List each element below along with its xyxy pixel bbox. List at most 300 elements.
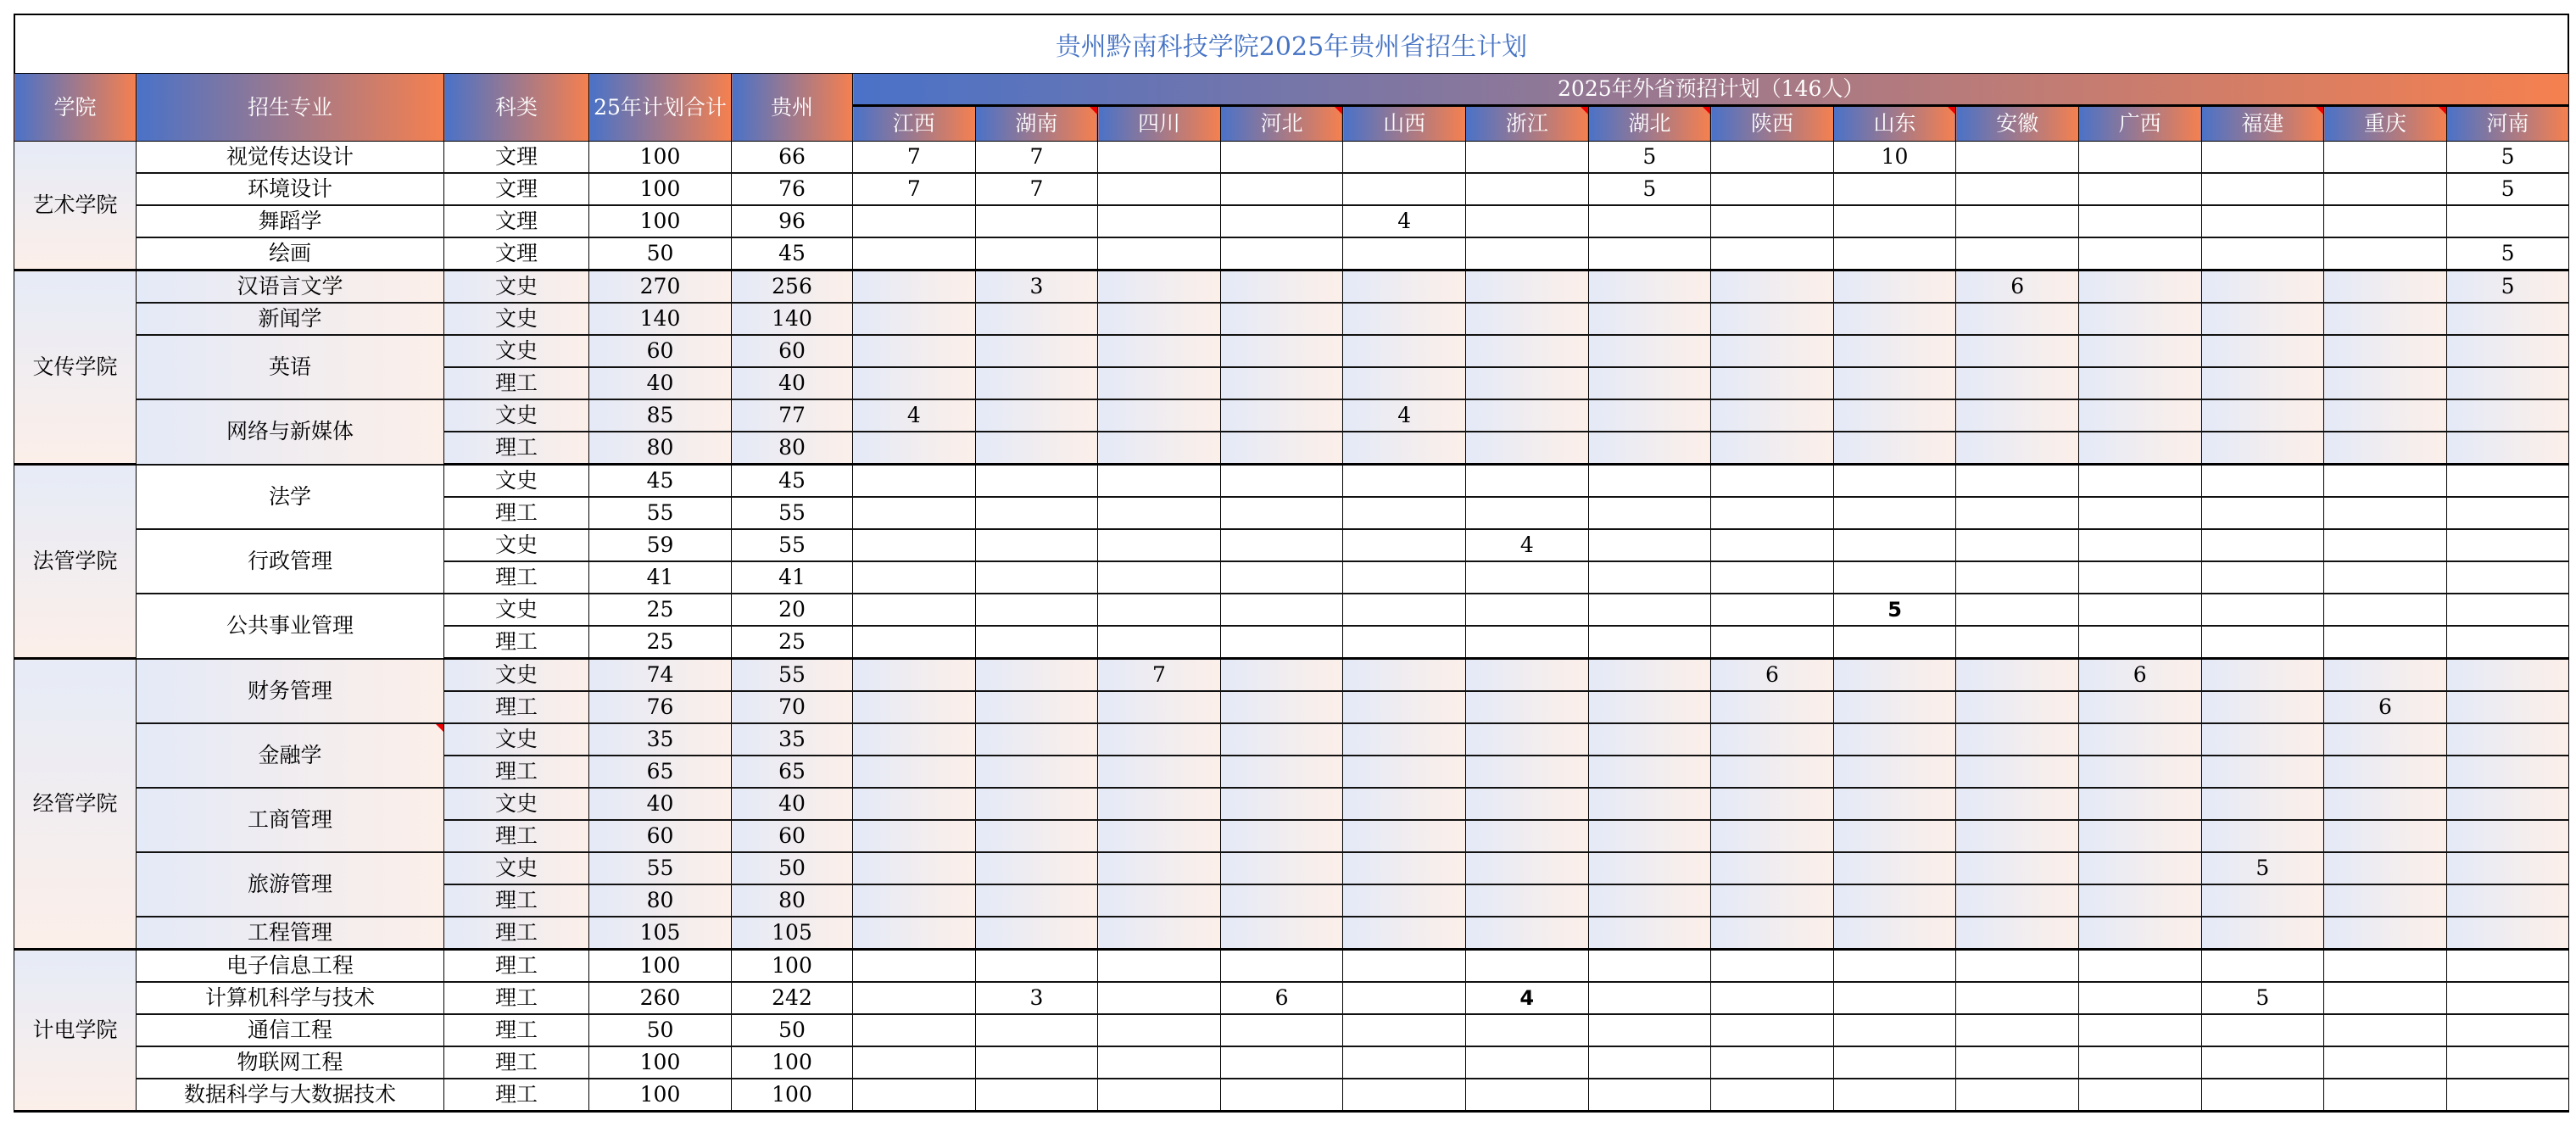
- province-quota-cell[interactable]: [1098, 561, 1221, 594]
- province-quota-cell[interactable]: [1465, 367, 1588, 399]
- province-quota-cell[interactable]: [1465, 237, 1588, 270]
- province-quota-cell[interactable]: [1465, 335, 1588, 367]
- major-cell[interactable]: 数据科学与大数据技术: [137, 1079, 444, 1112]
- header-province-11[interactable]: [2201, 106, 2324, 142]
- province-quota-cell[interactable]: [1220, 756, 1343, 788]
- province-quota-cell[interactable]: [975, 465, 1098, 498]
- type-cell[interactable]: 文理: [444, 237, 589, 270]
- province-quota-cell[interactable]: [1343, 303, 1466, 335]
- guizhou-cell[interactable]: 45: [732, 465, 853, 498]
- guizhou-cell[interactable]: 105: [732, 917, 853, 950]
- total-cell[interactable]: 50: [589, 1014, 732, 1046]
- province-quota-cell[interactable]: [2078, 399, 2201, 432]
- province-quota-cell[interactable]: [853, 756, 976, 788]
- province-quota-cell[interactable]: 5: [2446, 237, 2569, 270]
- province-quota-cell[interactable]: [1588, 529, 1711, 561]
- province-quota-cell[interactable]: [1343, 820, 1466, 852]
- major-cell[interactable]: 新闻学: [137, 303, 444, 335]
- province-quota-cell[interactable]: [1465, 852, 1588, 884]
- province-quota-cell[interactable]: [2201, 465, 2324, 498]
- province-quota-cell[interactable]: [1711, 788, 1834, 820]
- province-quota-cell[interactable]: [1956, 626, 2079, 659]
- province-quota-cell[interactable]: [2201, 335, 2324, 367]
- major-cell[interactable]: 电子信息工程: [137, 950, 444, 983]
- province-quota-cell[interactable]: [2446, 788, 2569, 820]
- province-quota-cell[interactable]: [2201, 303, 2324, 335]
- province-quota-cell[interactable]: [2446, 982, 2569, 1014]
- province-quota-cell[interactable]: [1220, 335, 1343, 367]
- province-quota-cell[interactable]: [2078, 497, 2201, 529]
- province-quota-cell[interactable]: [1711, 173, 1834, 205]
- province-quota-cell[interactable]: [975, 884, 1098, 917]
- province-quota-cell[interactable]: [2446, 335, 2569, 367]
- province-quota-cell[interactable]: [1220, 788, 1343, 820]
- province-quota-cell[interactable]: [2078, 142, 2201, 174]
- province-quota-cell[interactable]: [1343, 982, 1466, 1014]
- total-cell[interactable]: 60: [589, 335, 732, 367]
- province-quota-cell[interactable]: [1588, 691, 1711, 723]
- province-quota-cell[interactable]: [1343, 1014, 1466, 1046]
- header-province-0[interactable]: [853, 106, 976, 142]
- province-quota-cell[interactable]: [1465, 594, 1588, 626]
- province-quota-cell[interactable]: [2324, 852, 2447, 884]
- province-quota-cell[interactable]: [2078, 691, 2201, 723]
- province-quota-cell[interactable]: [1220, 659, 1343, 692]
- province-quota-cell[interactable]: [2324, 335, 2447, 367]
- province-quota-cell[interactable]: [2446, 691, 2569, 723]
- province-quota-cell[interactable]: [2078, 788, 2201, 820]
- total-cell[interactable]: 40: [589, 367, 732, 399]
- type-cell[interactable]: 理工: [444, 982, 589, 1014]
- province-quota-cell[interactable]: [1343, 852, 1466, 884]
- province-quota-cell[interactable]: [1588, 270, 1711, 304]
- province-quota-cell[interactable]: [853, 465, 976, 498]
- province-quota-cell[interactable]: [853, 1014, 976, 1046]
- province-quota-cell[interactable]: [1465, 399, 1588, 432]
- province-quota-cell[interactable]: [2324, 594, 2447, 626]
- province-quota-cell[interactable]: [1833, 367, 1956, 399]
- province-quota-cell[interactable]: [975, 1079, 1098, 1112]
- province-quota-cell[interactable]: 5: [1588, 173, 1711, 205]
- province-quota-cell[interactable]: [2446, 465, 2569, 498]
- total-cell[interactable]: 85: [589, 399, 732, 432]
- province-quota-cell[interactable]: [1343, 594, 1466, 626]
- province-quota-cell[interactable]: [1343, 529, 1466, 561]
- province-quota-cell[interactable]: [1220, 529, 1343, 561]
- province-quota-cell[interactable]: [2201, 399, 2324, 432]
- province-quota-cell[interactable]: [1588, 1046, 1711, 1079]
- province-quota-cell[interactable]: [2201, 884, 2324, 917]
- total-cell[interactable]: 260: [589, 982, 732, 1014]
- province-quota-cell[interactable]: [1343, 142, 1466, 174]
- province-quota-cell[interactable]: [1956, 788, 2079, 820]
- province-quota-cell[interactable]: [2078, 982, 2201, 1014]
- guizhou-cell[interactable]: 55: [732, 659, 853, 692]
- province-quota-cell[interactable]: [1588, 626, 1711, 659]
- province-quota-cell[interactable]: [975, 917, 1098, 950]
- province-quota-cell[interactable]: [1833, 335, 1956, 367]
- guizhou-cell[interactable]: 35: [732, 723, 853, 756]
- province-quota-cell[interactable]: [2446, 399, 2569, 432]
- province-quota-cell[interactable]: [1220, 303, 1343, 335]
- province-quota-cell[interactable]: [1465, 756, 1588, 788]
- province-quota-cell[interactable]: [1465, 142, 1588, 174]
- header-guizhou[interactable]: 贵州: [732, 74, 853, 142]
- province-quota-cell[interactable]: 4: [1343, 205, 1466, 237]
- province-quota-cell[interactable]: [2324, 982, 2447, 1014]
- province-quota-cell[interactable]: [1711, 626, 1834, 659]
- province-quota-cell[interactable]: [1220, 497, 1343, 529]
- province-quota-cell[interactable]: [1956, 820, 2079, 852]
- college-cell[interactable]: 法管学院: [14, 465, 137, 659]
- total-cell[interactable]: 270: [589, 270, 732, 304]
- province-quota-cell[interactable]: [2324, 884, 2447, 917]
- province-quota-cell[interactable]: [1588, 205, 1711, 237]
- province-quota-cell[interactable]: 5: [1833, 594, 1956, 626]
- province-quota-cell[interactable]: [2201, 497, 2324, 529]
- province-quota-cell[interactable]: [2324, 367, 2447, 399]
- province-quota-cell[interactable]: 5: [2201, 982, 2324, 1014]
- type-cell[interactable]: 文史: [444, 529, 589, 561]
- province-quota-cell[interactable]: [2201, 173, 2324, 205]
- total-cell[interactable]: 140: [589, 303, 732, 335]
- province-quota-cell[interactable]: [1098, 399, 1221, 432]
- province-quota-cell[interactable]: [2324, 303, 2447, 335]
- province-quota-cell[interactable]: [1588, 659, 1711, 692]
- province-quota-cell[interactable]: [2324, 399, 2447, 432]
- province-quota-cell[interactable]: [1343, 497, 1466, 529]
- province-quota-cell[interactable]: [2324, 142, 2447, 174]
- province-quota-cell[interactable]: [1220, 950, 1343, 983]
- province-quota-cell[interactable]: [1956, 303, 2079, 335]
- province-quota-cell[interactable]: [1343, 465, 1466, 498]
- major-cell[interactable]: 视觉传达设计: [137, 142, 444, 174]
- province-quota-cell[interactable]: [2201, 237, 2324, 270]
- province-quota-cell[interactable]: [1465, 917, 1588, 950]
- province-quota-cell[interactable]: [1588, 594, 1711, 626]
- province-quota-cell[interactable]: [853, 561, 976, 594]
- total-cell[interactable]: 65: [589, 756, 732, 788]
- province-quota-cell[interactable]: [1098, 917, 1221, 950]
- province-quota-cell[interactable]: [1956, 723, 2079, 756]
- province-quota-cell[interactable]: [1098, 529, 1221, 561]
- province-quota-cell[interactable]: [975, 788, 1098, 820]
- province-quota-cell[interactable]: [975, 367, 1098, 399]
- province-quota-cell[interactable]: [853, 852, 976, 884]
- province-quota-cell[interactable]: [1465, 1079, 1588, 1112]
- province-quota-cell[interactable]: 3: [975, 270, 1098, 304]
- province-quota-cell[interactable]: 6: [1711, 659, 1834, 692]
- major-cell[interactable]: 英语: [137, 335, 444, 399]
- province-quota-cell[interactable]: [1588, 1079, 1711, 1112]
- province-quota-cell[interactable]: [1833, 465, 1956, 498]
- province-quota-cell[interactable]: [975, 659, 1098, 692]
- type-cell[interactable]: 文史: [444, 335, 589, 367]
- province-quota-cell[interactable]: [2201, 626, 2324, 659]
- province-quota-cell[interactable]: [2201, 723, 2324, 756]
- province-quota-cell[interactable]: [2324, 659, 2447, 692]
- province-quota-cell[interactable]: [1956, 917, 2079, 950]
- province-quota-cell[interactable]: [1956, 982, 2079, 1014]
- province-quota-cell[interactable]: [1220, 237, 1343, 270]
- guizhou-cell[interactable]: 60: [732, 820, 853, 852]
- province-quota-cell[interactable]: [1465, 1046, 1588, 1079]
- province-quota-cell[interactable]: [1711, 820, 1834, 852]
- province-quota-cell[interactable]: [2201, 1014, 2324, 1046]
- type-cell[interactable]: 理工: [444, 756, 589, 788]
- province-quota-cell[interactable]: [1833, 852, 1956, 884]
- header-province-3[interactable]: [1220, 106, 1343, 142]
- province-quota-cell[interactable]: [1588, 756, 1711, 788]
- province-quota-cell[interactable]: [1220, 884, 1343, 917]
- province-quota-cell[interactable]: [853, 659, 976, 692]
- header-province-5[interactable]: [1465, 106, 1588, 142]
- header-province-7[interactable]: [1711, 106, 1834, 142]
- major-cell[interactable]: 网络与新媒体: [137, 399, 444, 465]
- province-quota-cell[interactable]: [1833, 950, 1956, 983]
- province-quota-cell[interactable]: [975, 594, 1098, 626]
- province-quota-cell[interactable]: [2324, 917, 2447, 950]
- province-quota-cell[interactable]: [2078, 820, 2201, 852]
- province-quota-cell[interactable]: [1711, 1046, 1834, 1079]
- province-quota-cell[interactable]: [853, 884, 976, 917]
- province-quota-cell[interactable]: [1711, 884, 1834, 917]
- header-out-province-group[interactable]: 2025年外省预招计划（146人）: [853, 74, 2569, 106]
- type-cell[interactable]: 理工: [444, 432, 589, 465]
- province-quota-cell[interactable]: [2324, 756, 2447, 788]
- province-quota-cell[interactable]: [2078, 561, 2201, 594]
- province-quota-cell[interactable]: [1833, 173, 1956, 205]
- header-province-6[interactable]: [1588, 106, 1711, 142]
- province-quota-cell[interactable]: [2324, 950, 2447, 983]
- province-quota-cell[interactable]: [1833, 917, 1956, 950]
- total-cell[interactable]: 55: [589, 852, 732, 884]
- province-quota-cell[interactable]: [1956, 237, 2079, 270]
- total-cell[interactable]: 41: [589, 561, 732, 594]
- province-quota-cell[interactable]: [2446, 884, 2569, 917]
- province-quota-cell[interactable]: [1343, 723, 1466, 756]
- province-quota-cell[interactable]: [853, 367, 976, 399]
- province-quota-cell[interactable]: [975, 497, 1098, 529]
- province-quota-cell[interactable]: [2078, 756, 2201, 788]
- province-quota-cell[interactable]: [2446, 950, 2569, 983]
- province-quota-cell[interactable]: [1220, 205, 1343, 237]
- province-quota-cell[interactable]: [1833, 270, 1956, 304]
- province-quota-cell[interactable]: [2201, 205, 2324, 237]
- province-quota-cell[interactable]: [1833, 756, 1956, 788]
- guizhou-cell[interactable]: 100: [732, 1079, 853, 1112]
- province-quota-cell[interactable]: [1343, 173, 1466, 205]
- province-quota-cell[interactable]: [1465, 1014, 1588, 1046]
- province-quota-cell[interactable]: [2078, 237, 2201, 270]
- province-quota-cell[interactable]: [1098, 465, 1221, 498]
- province-quota-cell[interactable]: [1098, 594, 1221, 626]
- province-quota-cell[interactable]: [1098, 432, 1221, 465]
- guizhou-cell[interactable]: 100: [732, 1046, 853, 1079]
- province-quota-cell[interactable]: [853, 335, 976, 367]
- province-quota-cell[interactable]: [2446, 820, 2569, 852]
- province-quota-cell[interactable]: [2324, 465, 2447, 498]
- province-quota-cell[interactable]: [2201, 820, 2324, 852]
- header-college[interactable]: 学院: [14, 74, 137, 142]
- province-quota-cell[interactable]: [1220, 367, 1343, 399]
- province-quota-cell[interactable]: [1833, 529, 1956, 561]
- type-cell[interactable]: 文史: [444, 852, 589, 884]
- province-quota-cell[interactable]: [2446, 205, 2569, 237]
- guizhou-cell[interactable]: 20: [732, 594, 853, 626]
- province-quota-cell[interactable]: [975, 820, 1098, 852]
- province-quota-cell[interactable]: [1588, 561, 1711, 594]
- province-quota-cell[interactable]: [853, 917, 976, 950]
- province-quota-cell[interactable]: [1956, 142, 2079, 174]
- header-province-4[interactable]: [1343, 106, 1466, 142]
- province-quota-cell[interactable]: 4: [1343, 399, 1466, 432]
- type-cell[interactable]: 理工: [444, 561, 589, 594]
- province-quota-cell[interactable]: [2324, 1046, 2447, 1079]
- type-cell[interactable]: 理工: [444, 497, 589, 529]
- province-quota-cell[interactable]: [1098, 303, 1221, 335]
- province-quota-cell[interactable]: [2446, 659, 2569, 692]
- type-cell[interactable]: 理工: [444, 884, 589, 917]
- province-quota-cell[interactable]: [2446, 303, 2569, 335]
- type-cell[interactable]: 文理: [444, 142, 589, 174]
- province-quota-cell[interactable]: [2201, 756, 2324, 788]
- province-quota-cell[interactable]: [2201, 529, 2324, 561]
- province-quota-cell[interactable]: [2078, 1046, 2201, 1079]
- province-quota-cell[interactable]: [975, 561, 1098, 594]
- total-cell[interactable]: 35: [589, 723, 732, 756]
- province-quota-cell[interactable]: 6: [1956, 270, 2079, 304]
- guizhou-cell[interactable]: 65: [732, 756, 853, 788]
- province-quota-cell[interactable]: [1220, 1014, 1343, 1046]
- guizhou-cell[interactable]: 66: [732, 142, 853, 174]
- type-cell[interactable]: 理工: [444, 820, 589, 852]
- province-quota-cell[interactable]: [1220, 173, 1343, 205]
- province-quota-cell[interactable]: [1465, 465, 1588, 498]
- guizhou-cell[interactable]: 80: [732, 432, 853, 465]
- province-quota-cell[interactable]: [1956, 497, 2079, 529]
- province-quota-cell[interactable]: [1465, 173, 1588, 205]
- type-cell[interactable]: 文史: [444, 399, 589, 432]
- province-quota-cell[interactable]: [1711, 205, 1834, 237]
- province-quota-cell[interactable]: [2078, 917, 2201, 950]
- type-cell[interactable]: 文史: [444, 465, 589, 498]
- guizhou-cell[interactable]: 140: [732, 303, 853, 335]
- province-quota-cell[interactable]: 5: [2446, 142, 2569, 174]
- type-cell[interactable]: 理工: [444, 1079, 589, 1112]
- province-quota-cell[interactable]: [1220, 723, 1343, 756]
- type-cell[interactable]: 文理: [444, 205, 589, 237]
- province-quota-cell[interactable]: [1465, 497, 1588, 529]
- total-cell[interactable]: 80: [589, 432, 732, 465]
- province-quota-cell[interactable]: [1711, 270, 1834, 304]
- major-cell[interactable]: [137, 723, 444, 788]
- province-quota-cell[interactable]: 6: [1220, 982, 1343, 1014]
- total-cell[interactable]: 25: [589, 626, 732, 659]
- province-quota-cell[interactable]: [975, 399, 1098, 432]
- province-quota-cell[interactable]: [853, 497, 976, 529]
- guizhou-cell[interactable]: 40: [732, 788, 853, 820]
- province-quota-cell[interactable]: [2201, 142, 2324, 174]
- province-quota-cell[interactable]: [2446, 561, 2569, 594]
- province-quota-cell[interactable]: [2446, 626, 2569, 659]
- province-quota-cell[interactable]: [1833, 788, 1956, 820]
- total-cell[interactable]: 60: [589, 820, 732, 852]
- province-quota-cell[interactable]: [1956, 432, 2079, 465]
- province-quota-cell[interactable]: [2201, 561, 2324, 594]
- province-quota-cell[interactable]: [2324, 497, 2447, 529]
- province-quota-cell[interactable]: 10: [1833, 142, 1956, 174]
- guizhou-cell[interactable]: 45: [732, 237, 853, 270]
- province-quota-cell[interactable]: [2201, 659, 2324, 692]
- type-cell[interactable]: 理工: [444, 917, 589, 950]
- province-quota-cell[interactable]: [1343, 950, 1466, 983]
- province-quota-cell[interactable]: [2446, 917, 2569, 950]
- province-quota-cell[interactable]: [2201, 270, 2324, 304]
- province-quota-cell[interactable]: [2078, 594, 2201, 626]
- province-quota-cell[interactable]: [975, 237, 1098, 270]
- province-quota-cell[interactable]: [853, 723, 976, 756]
- province-quota-cell[interactable]: [1956, 659, 2079, 692]
- province-quota-cell[interactable]: [1343, 691, 1466, 723]
- province-quota-cell[interactable]: [2201, 594, 2324, 626]
- province-quota-cell[interactable]: [1343, 626, 1466, 659]
- total-cell[interactable]: 76: [589, 691, 732, 723]
- province-quota-cell[interactable]: [2446, 852, 2569, 884]
- province-quota-cell[interactable]: [1465, 820, 1588, 852]
- province-quota-cell[interactable]: [1465, 432, 1588, 465]
- province-quota-cell[interactable]: [1588, 820, 1711, 852]
- province-quota-cell[interactable]: [2078, 205, 2201, 237]
- province-quota-cell[interactable]: [1956, 1046, 2079, 1079]
- major-cell[interactable]: 汉语言文学: [137, 270, 444, 304]
- province-quota-cell[interactable]: [853, 950, 976, 983]
- province-quota-cell[interactable]: [1956, 884, 2079, 917]
- province-quota-cell[interactable]: [1833, 1046, 1956, 1079]
- province-quota-cell[interactable]: [1588, 788, 1711, 820]
- type-cell[interactable]: 理工: [444, 626, 589, 659]
- province-quota-cell[interactable]: [2201, 950, 2324, 983]
- province-quota-cell[interactable]: [1343, 561, 1466, 594]
- province-quota-cell[interactable]: [1588, 303, 1711, 335]
- total-cell[interactable]: 45: [589, 465, 732, 498]
- province-quota-cell[interactable]: [853, 237, 976, 270]
- province-quota-cell[interactable]: [853, 820, 976, 852]
- total-cell[interactable]: 100: [589, 950, 732, 983]
- province-quota-cell[interactable]: [1588, 335, 1711, 367]
- guizhou-cell[interactable]: 55: [732, 497, 853, 529]
- guizhou-cell[interactable]: 80: [732, 884, 853, 917]
- province-quota-cell[interactable]: [1465, 950, 1588, 983]
- major-cell[interactable]: 行政管理: [137, 529, 444, 594]
- province-quota-cell[interactable]: [1098, 723, 1221, 756]
- province-quota-cell[interactable]: [1711, 917, 1834, 950]
- province-quota-cell[interactable]: 3: [975, 982, 1098, 1014]
- province-quota-cell[interactable]: [2446, 723, 2569, 756]
- type-cell[interactable]: 理工: [444, 691, 589, 723]
- province-quota-cell[interactable]: [2201, 917, 2324, 950]
- province-quota-cell[interactable]: [1956, 950, 2079, 983]
- province-quota-cell[interactable]: [1956, 1079, 2079, 1112]
- province-quota-cell[interactable]: 7: [853, 142, 976, 174]
- province-quota-cell[interactable]: 7: [853, 173, 976, 205]
- province-quota-cell[interactable]: [1465, 561, 1588, 594]
- province-quota-cell[interactable]: [2324, 723, 2447, 756]
- province-quota-cell[interactable]: [1833, 1014, 1956, 1046]
- province-quota-cell[interactable]: [1098, 142, 1221, 174]
- type-cell[interactable]: 文史: [444, 659, 589, 692]
- province-quota-cell[interactable]: [853, 205, 976, 237]
